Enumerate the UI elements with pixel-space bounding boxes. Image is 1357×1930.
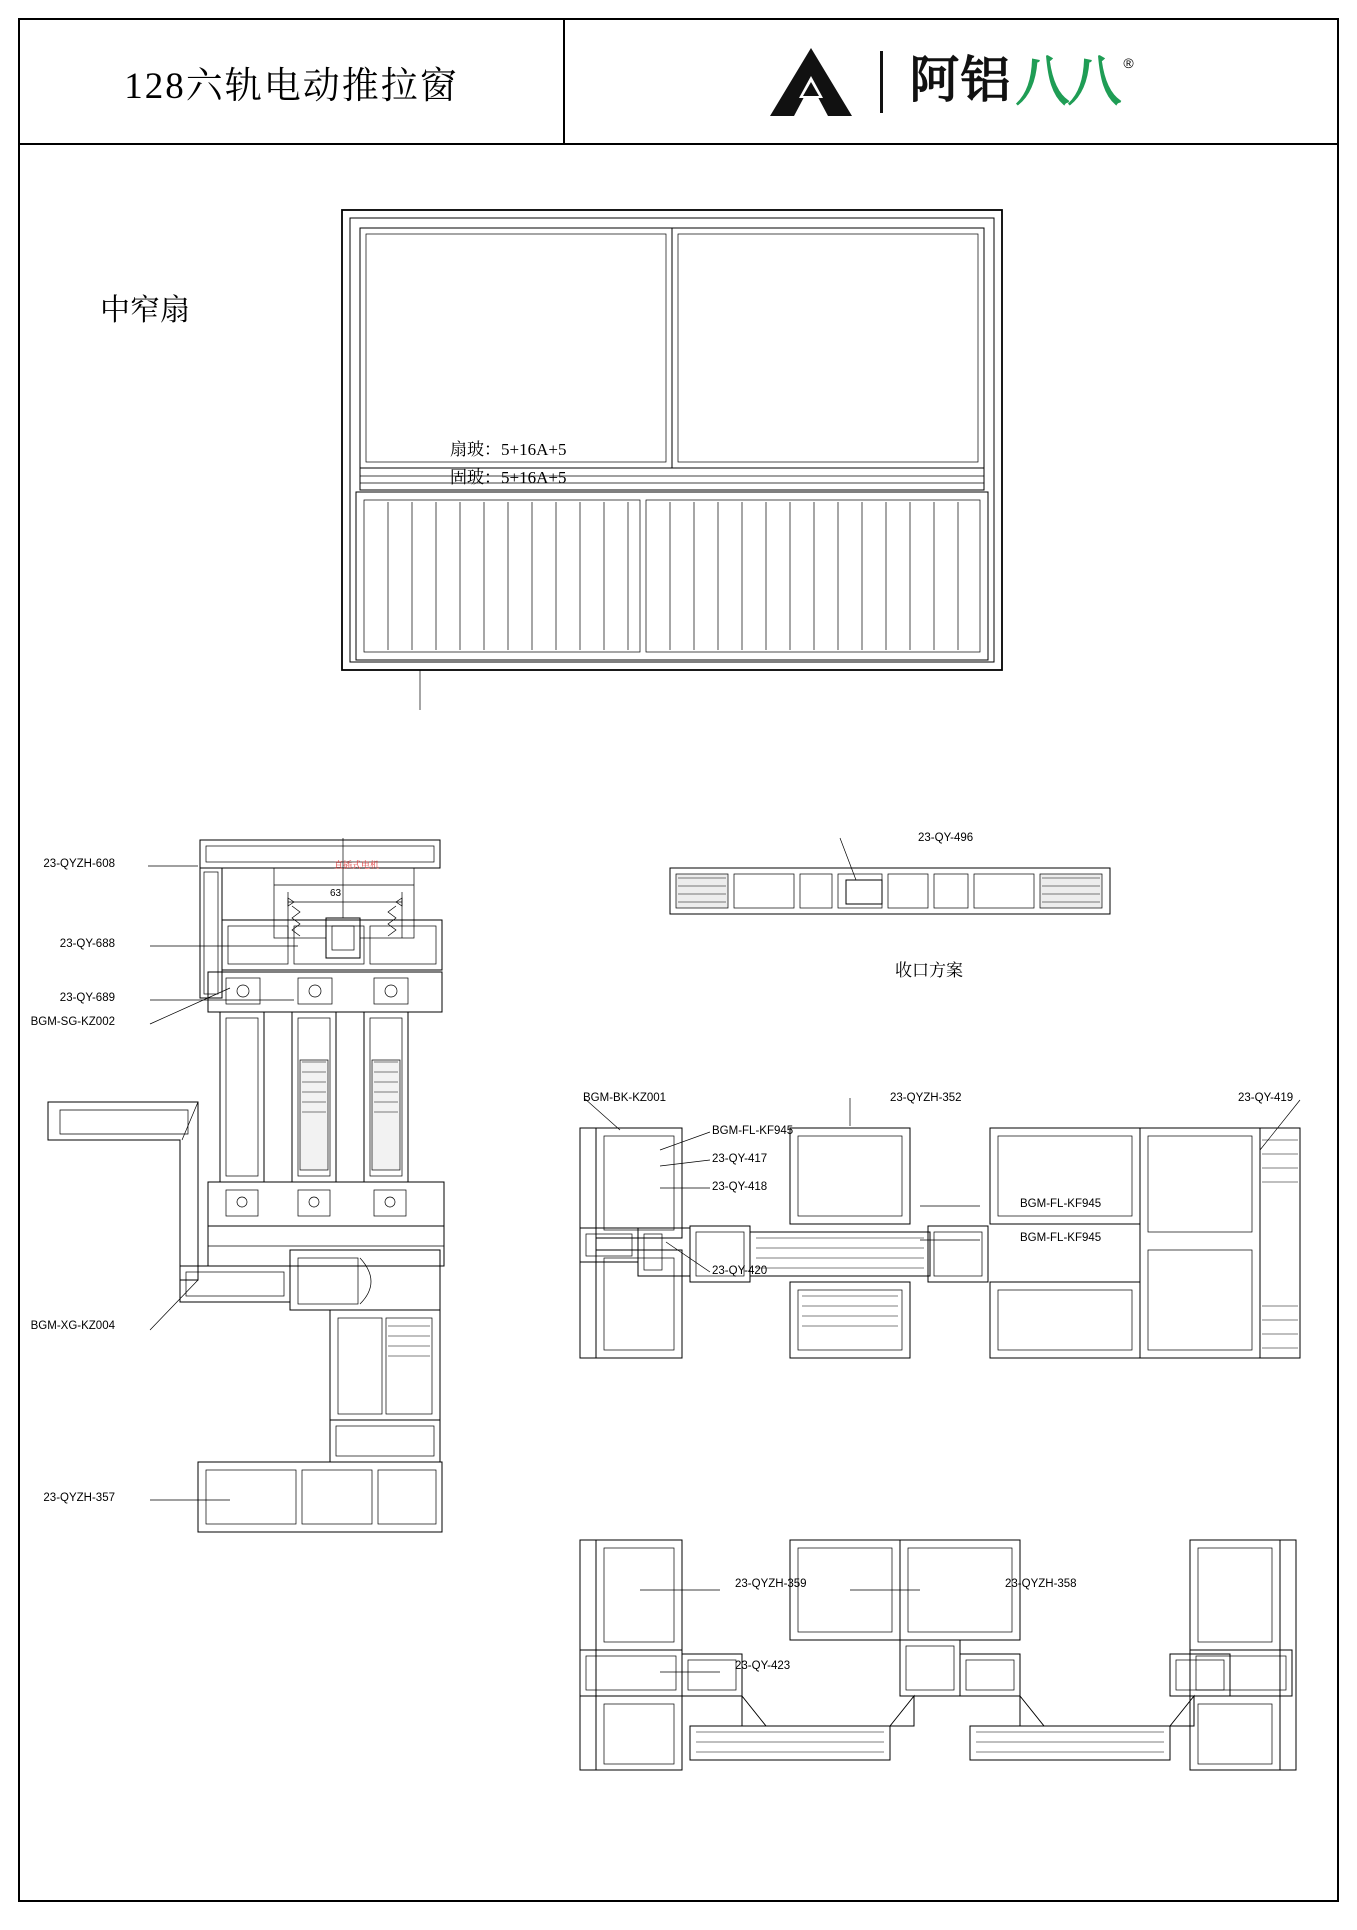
label-23-qyzh-357: 23-QYZH-357 bbox=[43, 1492, 115, 1504]
registered-mark: ® bbox=[1123, 54, 1134, 71]
brand-mark-cn: 八八 bbox=[1015, 51, 1120, 112]
drawing-sheet bbox=[18, 18, 1339, 1902]
closure-detail-drawing bbox=[650, 820, 1110, 970]
title-block bbox=[20, 20, 1337, 145]
label-bgm-bk-kz001: BGM-BK-KZ001 bbox=[583, 1092, 667, 1104]
label-23-qy-419: 23-QY-419 bbox=[1238, 1092, 1294, 1104]
motor-note: 直插式电机 bbox=[334, 860, 380, 870]
triangle-a-logo-icon bbox=[768, 46, 854, 118]
brand-name-cn: 阿铝 bbox=[909, 51, 1012, 108]
title-text-cell bbox=[20, 20, 565, 143]
label-23-qyzh-358: 23-QYZH-358 bbox=[1005, 1578, 1077, 1590]
brand-cell bbox=[565, 20, 1337, 143]
label-23-qy-688: 23-QY-688 bbox=[59, 938, 115, 950]
elevation-drawing bbox=[20, 150, 1340, 770]
label-bgm-fl-kf945-a: BGM-FL-KF945 bbox=[712, 1125, 794, 1137]
label-23-qy-689: 23-QY-689 bbox=[59, 992, 115, 1004]
closure-caption: 收口方案 bbox=[895, 961, 963, 980]
label-23-qyzh-359: 23-QYZH-359 bbox=[735, 1578, 807, 1590]
bottom-section-drawing bbox=[560, 1530, 1357, 1780]
brand-lockup bbox=[909, 51, 1134, 112]
dimension-63: 63 bbox=[330, 888, 342, 899]
horizontal-section-drawing bbox=[560, 1110, 1357, 1370]
label-23-qyzh-352: 23-QYZH-352 bbox=[890, 1092, 962, 1104]
elevation-caption: 中窄扇 bbox=[100, 294, 190, 327]
label-23-qy-420: 23-QY-420 bbox=[712, 1265, 768, 1277]
label-23-qyzh-608: 23-QYZH-608 bbox=[43, 858, 115, 870]
vertical-section-drawing bbox=[30, 810, 500, 1930]
label-23-qy-423: 23-QY-423 bbox=[735, 1660, 791, 1672]
label-bgm-xg-kz004: BGM-XG-KZ004 bbox=[30, 1320, 115, 1332]
label-23-qy-418: 23-QY-418 bbox=[712, 1181, 768, 1193]
label-23-qy-417: 23-QY-417 bbox=[712, 1153, 768, 1165]
page-title: 128六轨电动推拉窗 bbox=[124, 65, 459, 107]
glass-note-sash: 扇玻：5+16A+5 bbox=[450, 440, 567, 459]
label-23-qy-496: 23-QY-496 bbox=[918, 832, 974, 844]
label-bgm-fl-kf945-c: BGM-FL-KF945 bbox=[1020, 1232, 1102, 1244]
label-bgm-sg-kz002: BGM-SG-KZ002 bbox=[30, 1016, 115, 1028]
logo-divider bbox=[880, 51, 883, 113]
glass-note-fixed: 固玻：5+16A+5 bbox=[450, 468, 567, 487]
label-bgm-fl-kf945-b: BGM-FL-KF945 bbox=[1020, 1198, 1102, 1210]
